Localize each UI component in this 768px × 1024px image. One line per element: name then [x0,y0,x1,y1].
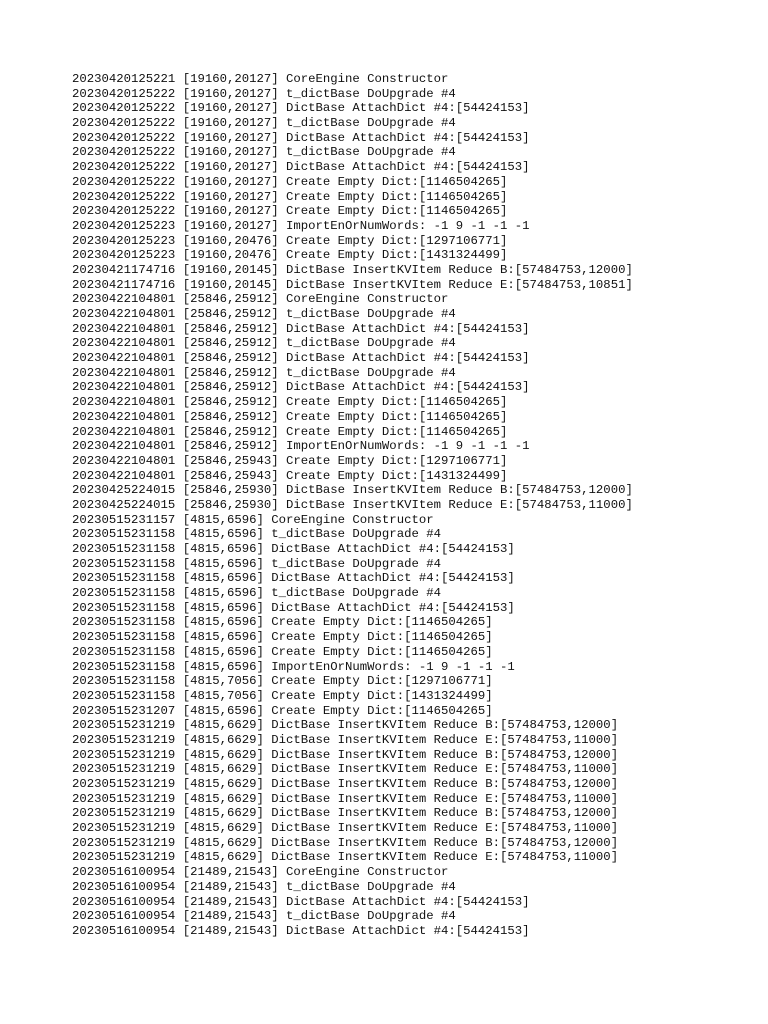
log-line: 20230515231158 [4815,6596] DictBase AttachDict #4:[54424153] [72,600,515,615]
log-line: 20230420125222 [19160,20127] DictBase AttachDict #4:[54424153] [72,160,530,175]
log-line: 20230421174716 [19160,20145] DictBase InsertKVItem Reduce E:[57484753,10851] [72,277,633,292]
log-line: 20230422104801 [25846,25912] CoreEngine Constructor [72,292,449,307]
log-line: 20230425224015 [25846,25930] DictBase InsertKVItem Reduce B:[57484753,12000] [72,483,633,498]
log-line: 20230516100954 [21489,21543] DictBase AttachDict #4:[54424153] [72,894,530,909]
log-line: 20230516100954 [21489,21543] CoreEngine Constructor [72,865,449,880]
log-line: 20230515231158 [4815,6596] Create Empty Dict:[1146504265] [72,630,493,645]
log-line: 20230420125223 [19160,20476] Create Empty Dict:[1297106771] [72,233,508,248]
log-line: 20230515231158 [4815,6596] t_dictBase DoUpgrade #4 [72,556,441,571]
log-line: 20230515231219 [4815,6629] DictBase InsertKVItem Reduce E:[57484753,11000] [72,732,619,747]
log-line: 20230515231219 [4815,6629] DictBase InsertKVItem Reduce B:[57484753,12000] [72,747,619,762]
log-line: 20230422104801 [25846,25912] ImportEnOrNumWords: -1 9 -1 -1 -1 [72,439,530,454]
log-line: 20230515231158 [4815,6596] t_dictBase DoUpgrade #4 [72,527,441,542]
log-line: 20230420125222 [19160,20127] Create Empty Dict:[1146504265] [72,189,508,204]
log-line: 20230422104801 [25846,25912] DictBase AttachDict #4:[54424153] [72,351,530,366]
log-line: 20230420125221 [19160,20127] CoreEngine Constructor [72,72,449,86]
log-line: 20230422104801 [25846,25912] t_dictBase DoUpgrade #4 [72,365,456,380]
log-line: 20230515231219 [4815,6629] DictBase InsertKVItem Reduce E:[57484753,11000] [72,791,619,806]
log-line: 20230420125223 [19160,20127] ImportEnOrNumWords: -1 9 -1 -1 -1 [72,218,530,233]
log-line: 20230515231219 [4815,6629] DictBase InsertKVItem Reduce B:[57484753,12000] [72,835,619,850]
log-line: 20230420125222 [19160,20127] t_dictBase DoUpgrade #4 [72,86,456,101]
log-line: 20230420125222 [19160,20127] DictBase AttachDict #4:[54424153] [72,101,530,116]
log-line: 20230516100954 [21489,21543] t_dictBase DoUpgrade #4 [72,879,456,894]
log-line: 20230422104801 [25846,25912] DictBase AttachDict #4:[54424153] [72,321,530,336]
log-line: 20230420125222 [19160,20127] Create Empty Dict:[1146504265] [72,174,508,189]
log-line: 20230420125222 [19160,20127] t_dictBase DoUpgrade #4 [72,145,456,160]
log-line: 20230515231158 [4815,7056] Create Empty Dict:[1297106771] [72,674,493,689]
log-line: 20230515231219 [4815,6629] DictBase InsertKVItem Reduce B:[57484753,12000] [72,777,619,791]
log-line: 20230421174716 [19160,20145] DictBase InsertKVItem Reduce B:[57484753,12000] [72,262,633,277]
log-line: 20230516100954 [21489,21543] t_dictBase DoUpgrade #4 [72,909,456,924]
log-line: 20230422104801 [25846,25943] Create Empty Dict:[1297106771] [72,453,508,468]
log-line: 20230515231158 [4815,6596] t_dictBase DoUpgrade #4 [72,586,441,601]
log-line: 20230422104801 [25846,25912] Create Empty Dict:[1146504265] [72,409,508,424]
log-line: 20230422104801 [25846,25912] Create Empty Dict:[1146504265] [72,395,508,410]
log-line: 20230515231219 [4815,6629] DictBase InsertKVItem Reduce E:[57484753,11000] [72,762,619,777]
log-line: 20230422104801 [25846,25912] DictBase AttachDict #4:[54424153] [72,380,530,395]
log-line: 20230422104801 [25846,25912] t_dictBase DoUpgrade #4 [72,307,456,321]
log-line: 20230515231219 [4815,6629] DictBase InsertKVItem Reduce E:[57484753,11000] [72,821,619,836]
log-line: 20230515231207 [4815,6596] Create Empty Dict:[1146504265] [72,703,493,718]
log-line: 20230422104801 [25846,25943] Create Empty Dict:[1431324499] [72,468,508,483]
log-line: 20230420125222 [19160,20127] Create Empty Dict:[1146504265] [72,204,508,219]
log-line: 20230515231219 [4815,6629] DictBase InsertKVItem Reduce B:[57484753,12000] [72,806,619,821]
log-line: 20230515231158 [4815,7056] Create Empty Dict:[1431324499] [72,688,493,703]
log-line: 20230516100954 [21489,21543] DictBase AttachDict #4:[54424153] [72,923,530,938]
log-line: 20230420125222 [19160,20127] DictBase AttachDict #4:[54424153] [72,130,530,145]
log-line: 20230515231158 [4815,6596] DictBase AttachDict #4:[54424153] [72,571,515,586]
log-line: 20230420125222 [19160,20127] t_dictBase DoUpgrade #4 [72,116,456,131]
log-line: 20230515231158 [4815,6596] DictBase AttachDict #4:[54424153] [72,542,515,556]
log-line: 20230515231158 [4815,6596] Create Empty Dict:[1146504265] [72,644,493,659]
log-line: 20230515231158 [4815,6596] ImportEnOrNumWords: -1 9 -1 -1 -1 [72,659,515,674]
log-line: 20230422104801 [25846,25912] t_dictBase DoUpgrade #4 [72,336,456,351]
log-line: 20230425224015 [25846,25930] DictBase InsertKVItem Reduce E:[57484753,11000] [72,497,633,512]
log-line: 20230420125223 [19160,20476] Create Empty Dict:[1431324499] [72,248,508,263]
log-text [72,72,633,939]
log-line: 20230515231219 [4815,6629] DictBase InsertKVItem Reduce E:[57484753,11000] [72,850,619,865]
log-line: 20230515231157 [4815,6596] CoreEngine Constructor [72,512,434,527]
log-line: 20230515231158 [4815,6596] Create Empty Dict:[1146504265] [72,615,493,630]
log-line: 20230422104801 [25846,25912] Create Empty Dict:[1146504265] [72,424,508,439]
log-line: 20230515231219 [4815,6629] DictBase InsertKVItem Reduce B:[57484753,12000] [72,718,619,733]
